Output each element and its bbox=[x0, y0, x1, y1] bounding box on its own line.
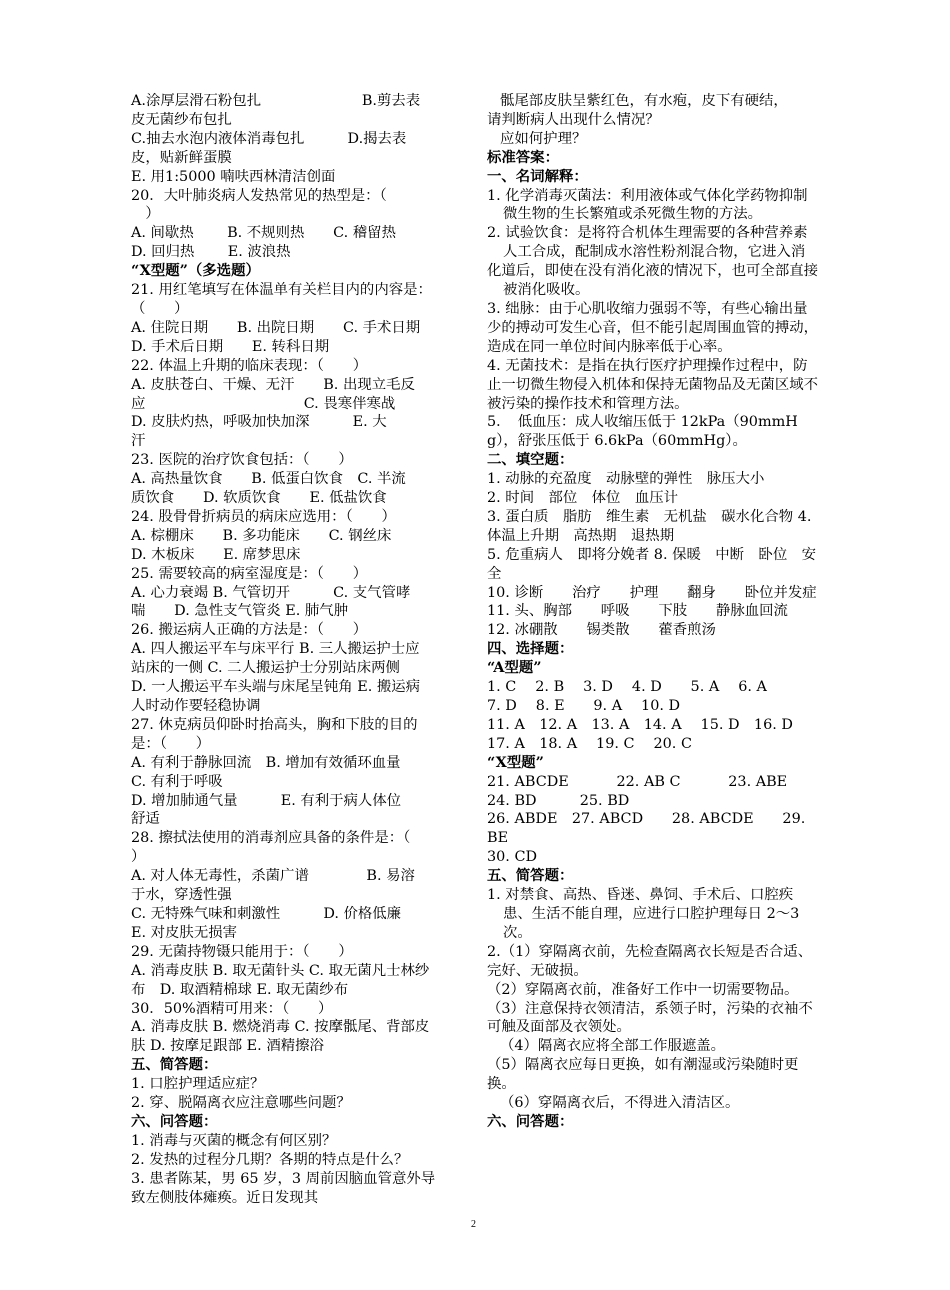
question-line: A. 消毒皮肤 B. 取无菌针头 C. 取无菌凡士林纱 bbox=[131, 962, 430, 979]
question-line: 质饮食 D. 软质饮食 E. 低盐饮食 bbox=[131, 490, 387, 507]
page-number: 2 bbox=[471, 1219, 476, 1230]
question-line: A. 有利于静脉回流 B. 增加有效循环血量 bbox=[131, 754, 401, 771]
left-column bbox=[131, 92, 464, 1207]
question-line: 22. 体温上升期的临床表现：（ ） bbox=[131, 357, 368, 374]
question-line: 站床的一侧 C. 二人搬运护士分别站床两侧 bbox=[131, 660, 400, 677]
question-line: D. 皮肤灼热，呼吸加快加深 E. 大 bbox=[131, 414, 387, 431]
question-line: A. 高热量饮食 B. 低蛋白饮食 C. 半流 bbox=[131, 471, 406, 488]
question-line: A. 皮肤苍白、干燥、无汗 B. 出现立毛反 bbox=[131, 376, 415, 393]
essay-q1: 1. 消毒与灭菌的概念有何区别？ bbox=[131, 1132, 337, 1149]
essay-q2: 2. 发热的过程分几期？各期的特点是什么？ bbox=[131, 1151, 409, 1168]
short-answer-key-2-4: （4）隔离衣应将全部工作服遮盖。 bbox=[500, 1038, 726, 1055]
question-line: 20．大叶肺炎病人发热常见的热型是：（ bbox=[131, 187, 387, 204]
short-answer-q2: 2. 穿、脱隔离衣应注意哪些问题？ bbox=[131, 1095, 351, 1112]
x-answers-4: 30. CD bbox=[487, 849, 538, 866]
fill-6: 12. 冰硼散 锡类散 藿香煎汤 bbox=[487, 622, 716, 639]
definition-3: 3. 绌脉：由于心肌收缩力强弱不等，有些心输出量少的搏动可发生心音，但不能引起周围血管的搏动，造成在同一单位时间内脉率低于心率。 bbox=[487, 300, 818, 355]
question-line: 28. 擦拭法使用的消毒剂应具备的条件是：（ bbox=[131, 830, 411, 847]
question-line: 皮，贴新鲜蛋膜 bbox=[131, 149, 232, 166]
x-answers-3: 26. ABDE 27. ABCD 28. ABCDE 29. BE bbox=[487, 811, 806, 847]
question-line: C. 无特殊气味和刺激性 D. 价格低廉 bbox=[131, 905, 402, 922]
question-line: 30．50%酒精可用来：（ ） bbox=[131, 1000, 333, 1017]
a-type-title: “A型题” bbox=[487, 659, 542, 677]
section-fill-title: 二、填空题： bbox=[487, 451, 574, 469]
question-line: 26. 搬运病人正确的方法是：（ ） bbox=[131, 622, 368, 639]
right-column bbox=[487, 92, 820, 1132]
question-line: ） bbox=[131, 206, 160, 223]
fill-5: 10. 诊断 治疗 护理 翻身 卧位并发症 11. 头、胸部 呼吸 下肢 静脉血回流 bbox=[487, 584, 817, 620]
question-line: 布 D. 取酒精棉球 E. 取无菌纱布 bbox=[131, 981, 349, 998]
question-line: 舒适 bbox=[131, 811, 160, 828]
question-line: A.涂厚层滑石粉包扎 B.剪去表 bbox=[131, 93, 421, 109]
x-answers-1: 21. ABCDE 22. AB C 23. ABE bbox=[487, 773, 788, 790]
section-choice-title: 四、选择题： bbox=[487, 640, 574, 658]
question-line: 皮无菌纱布包扎 bbox=[131, 111, 232, 128]
section-essay-title: 六、问答题： bbox=[131, 1112, 218, 1130]
question-line: A. 对人体无毒性，杀菌广谱 B. 易溶 bbox=[131, 868, 415, 885]
x-answers-2: 24. BD 25. BD bbox=[487, 792, 630, 809]
question-line: 24. 股骨骨折病员的病床应选用：（ ） bbox=[131, 508, 396, 525]
essay-q3-line2: 致左侧肢体瘫痪。近日发现其 bbox=[131, 1189, 319, 1206]
definition-1: 1. 化学消毒灭菌法：利用液体或气体化学药物抑制微生物的生长繁殖或杀死微生物的方法。 bbox=[487, 187, 808, 223]
short-answer-key-2-3: （3）注意保持衣领清洁，系领子时，污染的衣袖不可触及面部及衣领处。 bbox=[487, 1000, 813, 1036]
question-line: （ ） bbox=[131, 300, 189, 317]
a-answers-2: 7. D 8. E 9. A 10. D bbox=[487, 698, 681, 714]
question-line: D. 手术后日期 E. 转科日期 bbox=[131, 338, 330, 355]
question-line: 肤 D. 按摩足跟部 E. 酒精擦浴 bbox=[131, 1038, 324, 1055]
fill-4: 5. 危重病人 即将分娩者 8. 保暖 中断 卧位 安全 bbox=[487, 546, 816, 582]
question-line: A. 心力衰竭 B. 气管切开 C. 支气管哮 bbox=[131, 584, 411, 601]
short-answer-key-2-1: 2.（1）穿隔离衣前，先检查隔离衣长短是否合适、完好、无破损。 bbox=[487, 943, 813, 979]
a-answers-3: 11. A 12. A 13. A 14. A 15. D 16. D bbox=[487, 716, 793, 733]
section-short-answer-key-title: 五、简答题： bbox=[487, 867, 574, 885]
definition-4: 4. 无菌技术：是指在执行医疗护理操作过程中，防止一切微生物侵入机体和保持无菌物品及无菌区域不被污染的操作技术和管理方法。 bbox=[487, 357, 818, 412]
x-type-title: “X型题” bbox=[487, 753, 544, 771]
question-line: 于水，穿透性强 bbox=[131, 887, 232, 904]
question-line: C. 有利于呼吸 bbox=[131, 773, 223, 790]
question-line: D. 回归热 E. 波浪热 bbox=[131, 244, 291, 261]
question-line: D. 木板床 E. 席梦思床 bbox=[131, 546, 301, 563]
question-line: 是：（ ） bbox=[131, 735, 211, 752]
short-answer-key-2-6: （6）穿隔离衣后，不得进入清洁区。 bbox=[500, 1095, 740, 1112]
question-line: A. 四人搬运平车与床平行 B. 三人搬运护士应 bbox=[131, 641, 420, 658]
section-essay-key-title: 六、问答题： bbox=[487, 1112, 574, 1130]
short-answer-key-1: 1. 对禁食、高热、昏迷、鼻饲、手术后、口腔疾患、生活不能自理，应进行口腔护理每日 2～3 次。 bbox=[487, 887, 800, 941]
fill-3: 3. 蛋白质 脂肪 维生素 无机盐 碳水化合物 4. 体温上升期 高热期 退热期 bbox=[487, 508, 812, 544]
case-text-line1: 骶尾部皮肤呈紫红色，有水疱，皮下有硬结， bbox=[500, 93, 788, 109]
definition-2: 2. 试验饮食：是将符合机体生理需要的各种营养素人工合成，配制成水溶性粉剂混合物，它进入消 bbox=[487, 225, 808, 261]
question-line: 人时动作要轻稳协调 bbox=[131, 698, 261, 714]
question-line: D. 一人搬运平车头端与床尾呈钝角 E. 搬运病 bbox=[131, 679, 421, 696]
question-line: C.抽去水泡内液体消毒包扎 D.揭去表 bbox=[131, 130, 407, 147]
case-text-line2: 请判断病人出现什么情况？ bbox=[487, 111, 660, 128]
question-line: E. 对皮肤无损害 bbox=[131, 924, 237, 941]
question-line: 29. 无菌持物镊只能用于：（ ） bbox=[131, 943, 353, 960]
definition-2-cont: 化道后，即使在没有消化液的情况下，也可全部直接被消化吸收。 bbox=[487, 263, 818, 299]
short-answer-key-2-5: （5）隔离衣应每日更换，如有潮湿或污染随时更换。 bbox=[487, 1057, 799, 1093]
question-lines bbox=[131, 92, 464, 1056]
question-line: 喘 D. 急性支气管炎 E. 肺气肿 bbox=[131, 603, 349, 620]
question-line: E. 用1:5000 喃呋西林清洁创面 bbox=[131, 168, 336, 185]
a-answers-4: 17. A 18. A 19. C 20. C bbox=[487, 735, 692, 752]
question-line: ） bbox=[131, 849, 146, 866]
a-answers-1: 1. C 2. B 3. D 4. D 5. A 6. A bbox=[487, 679, 767, 696]
question-line: A. 消毒皮肤 B. 燃烧消毒 C. 按摩骶尾、背部皮 bbox=[131, 1019, 430, 1036]
question-line: A. 住院日期 B. 出院日期 C. 手术日期 bbox=[131, 319, 421, 336]
short-answer-q1: 1. 口腔护理适应症？ bbox=[131, 1076, 265, 1093]
question-line: 25. 需要较高的病室湿度是：（ ） bbox=[131, 565, 368, 582]
section-short-answer-title: 五、简答题： bbox=[131, 1056, 218, 1074]
fill-2: 2. 时间 部位 体位 血压计 bbox=[487, 490, 678, 507]
question-line: “X型题”（多选题） bbox=[131, 262, 260, 280]
short-answer-key-2-2: （2）穿隔离衣前，准备好工作中一切需要物品。 bbox=[487, 981, 799, 998]
question-line: 应 C. 畏寒伴寒战 bbox=[131, 395, 396, 412]
question-line: 21. 用红笔填写在体温单有关栏目内的内容是： bbox=[131, 282, 432, 299]
question-line: 汗 bbox=[131, 433, 146, 450]
fill-1: 1. 动脉的充盈度 动脉壁的弹性 脉压大小 bbox=[487, 471, 765, 488]
question-line: 23. 医院的治疗饮食包括：（ ） bbox=[131, 452, 353, 469]
section-definitions-title: 一、名词解释： bbox=[487, 167, 588, 185]
question-line: 27. 休克病员仰卧时抬高头，胸和下肢的目的 bbox=[131, 716, 418, 733]
question-line: A. 棕棚床 B. 多功能床 C. 钢丝床 bbox=[131, 527, 392, 544]
definition-5: 5． 低血压：成人收缩压低于 12kPa（90mmHg），舒张压低于 6.6kPa（60mmHg）。 bbox=[487, 414, 798, 450]
question-line: D. 增加肺通气量 E. 有利于病人体位 bbox=[131, 792, 402, 809]
essay-q3-line1: 3. 患者陈某，男 65 岁，3 周前因脑血管意外导 bbox=[131, 1170, 436, 1187]
question-line: A. 间歇热 B. 不规则热 C. 稽留热 bbox=[131, 225, 396, 242]
case-text-line3: 应如何护理？ bbox=[500, 130, 587, 147]
answers-title: 标准答案： bbox=[487, 148, 559, 166]
